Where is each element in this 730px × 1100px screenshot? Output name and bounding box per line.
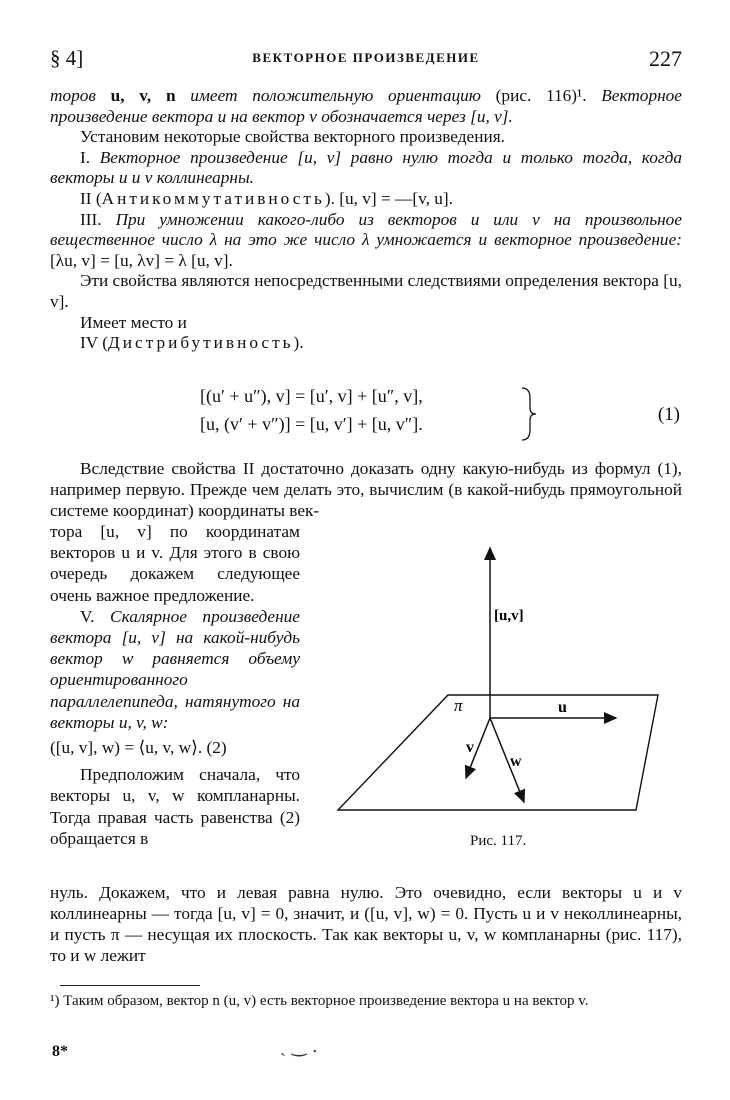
paragraph-zero: нуль. Докажем, что и левая равна нулю. Это очевидно, если векторы u и v коллинеарны — тогда [u, v] = 0, значит, и ([u, v], w) = 0. Пусть u и v неколлинеарны, и пусть π — несущая их плоскость. Так как векторы u, v, w компланарны (рис. 117), то и w лежит [50, 883, 682, 965]
formula-brace [520, 386, 538, 447]
page-number: 227 [649, 46, 682, 71]
label-v: v [466, 739, 474, 756]
narrow-column [50, 521, 300, 849]
section-number: § 4] [50, 46, 84, 70]
formula-line-1: [(u′ + u″), v] = [u′, v] + [u″, v], [200, 386, 423, 406]
property-i: I. Векторное произведение [u, v] равно нулю тогда и только тогда, когда векторы u и v коллинеарны. [50, 147, 683, 188]
paragraph-consequences: Эти свойства являются непосредственными следствиями определения вектора [u, v]. [50, 271, 682, 311]
property-iii: III. При умножении какого-либо из векторов u или v на произвольное вещественное число λ на это же число λ умножается и векторное произведение: [λu, v] = [u, λv] = λ [u, v]. [50, 209, 682, 270]
label-uv: [u,v] [494, 608, 524, 624]
running-header [50, 46, 682, 76]
label-w: w [510, 753, 522, 770]
paragraph-orientation: торов u, v, n имеет положительную ориентацию (рис. 116)¹. Векторное произведение вектора u на вектор v обозначается через [u, v]. [50, 86, 682, 126]
main-text-middle [50, 458, 682, 521]
paragraph-intro-properties: Установим некоторые свойства векторного произведения. [80, 127, 505, 147]
property-iv: IV (Дистрибутивность). [80, 333, 304, 353]
property-ii: II (Антикоммутативность). [u, v] = —[v, u]. [80, 188, 453, 208]
label-u: u [558, 699, 567, 716]
stray-marks: ˎ ‿ . [280, 1036, 318, 1057]
property-v: V. Скалярное произведение вектора [u, v] на какой-нибудь вектор w равняется объему ориентированного параллелепипеда, натянутого на векторы u, v, w: [50, 606, 300, 732]
formula-distributivity [200, 386, 680, 450]
formula-line-2: [u, (v′ + v″)] = [u, v′] + [u, v″]. [200, 414, 423, 434]
paragraph-suppose: Предположим сначала, что векторы u, v, w компланарны. Тогда правая часть равенства (2) обращается в [50, 765, 300, 848]
paragraph-because: Вследствие свойства II достаточно доказать одну какую-нибудь из формул (1), например первую. Прежде чем делать это, вычислим (в какой-нибудь прямоугольной системе координат) координаты век- [50, 459, 682, 520]
formula-2: ([u, v], w) = ⟨u, v, w⟩. (2) [50, 738, 227, 758]
footnote-rule [60, 985, 200, 986]
main-text-bottom [50, 882, 682, 966]
figure-caption: Рис. 117. [470, 833, 527, 849]
paragraph-coordinates: тора [u, v] по координатам векторов u и v. Для этого в свою очередь докажем следующее очень важное предложение. [50, 522, 300, 605]
plane-pi [338, 695, 658, 810]
paragraph-holds: Имеет место и [80, 312, 187, 332]
figure-117 [328, 540, 668, 860]
vector-diagram [328, 540, 668, 860]
formula-number: (1) [657, 404, 680, 425]
footnote: ¹) Таким образом, вектор n (u, v) есть векторное произведение вектора u на вектор v. [50, 993, 589, 1009]
running-title: ВЕКТОРНОЕ ПРОИЗВЕДЕНИЕ [252, 50, 480, 65]
signature-mark: 8* [52, 1043, 68, 1060]
right-brace-icon [520, 386, 538, 442]
label-pi: π [454, 696, 463, 715]
main-text-top [50, 86, 682, 354]
